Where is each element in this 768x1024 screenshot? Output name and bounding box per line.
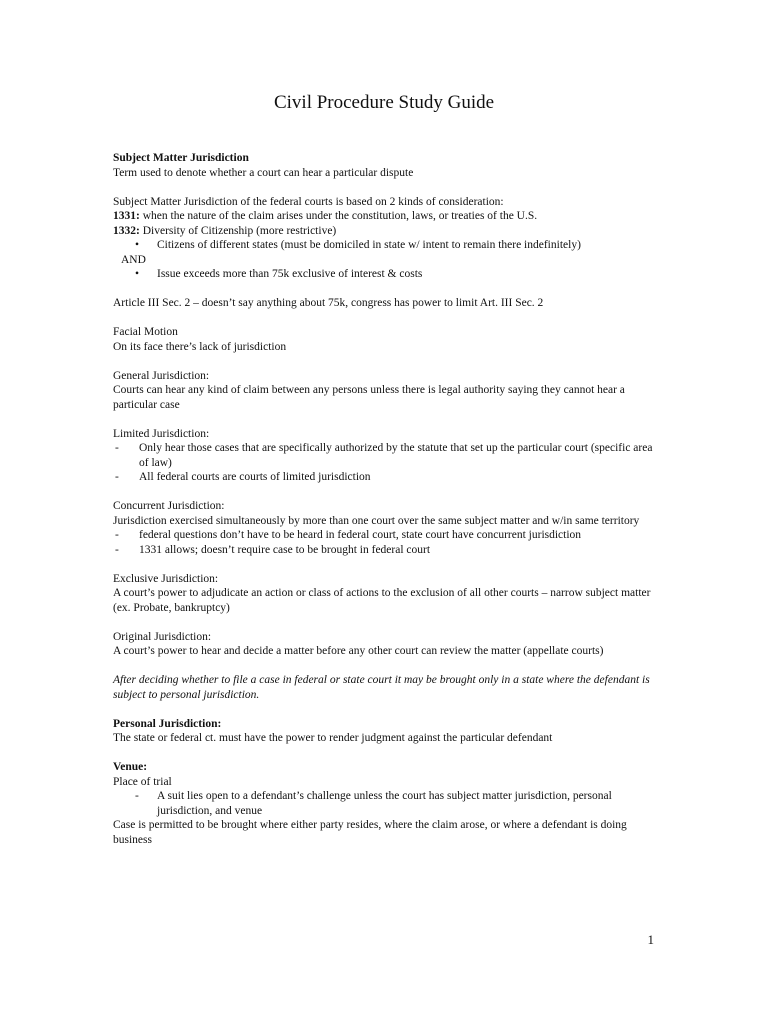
venue-text: Place of trial: [113, 775, 172, 788]
venue-list: [113, 789, 653, 818]
facial-motion-section: [113, 325, 653, 354]
general-jurisdiction-heading: General Jurisdiction:: [113, 369, 210, 382]
filing-note: After deciding whether to file a case in federal or state court it may be brought only in a state where the defendant is subject to personal jurisdiction.: [113, 674, 650, 701]
concurrent-jurisdiction-text: Jurisdiction exercised simultaneously by more than one court over the same subject matter and w/in same territory: [113, 514, 640, 527]
smj-1331: [113, 209, 653, 224]
bullet-icon: •: [135, 268, 140, 280]
original-jurisdiction-text: A court’s power to hear and decide a matter before any other court can review the matter (appellate courts): [113, 645, 604, 657]
list-item: [113, 441, 653, 470]
list-item-text: Only hear those cases that are specifically authorized by the statute that set up the particular court (specific area of law): [139, 442, 653, 469]
dash-icon: -: [115, 442, 119, 454]
general-jurisdiction-section: [113, 369, 653, 413]
list-item-text: Issue exceeds more than 75k exclusive of interest & costs: [157, 268, 423, 280]
dash-icon: -: [115, 529, 119, 541]
list-item-text: A suit lies open to a defendant’s challenge unless the court has subject matter jurisdiction, personal jurisdiction, and venue: [157, 790, 612, 817]
list-item-text: Citizens of different states (must be domiciled in state w/ intent to remain there indefinitely): [157, 239, 581, 251]
dash-icon: -: [135, 790, 139, 802]
exclusive-jurisdiction-heading: Exclusive Jurisdiction:: [113, 572, 219, 585]
limited-jurisdiction-list: [113, 441, 653, 485]
list-item-text: federal questions don’t have to be heard in federal court, state court have concurrent jurisdiction: [139, 529, 582, 541]
limited-jurisdiction-heading: Limited Jurisdiction:: [113, 427, 210, 440]
smj-definition: Term used to denote whether a court can hear a particular dispute: [113, 166, 414, 179]
list-item: [113, 789, 653, 818]
smj-bases: [113, 195, 653, 282]
list-item: [113, 543, 653, 558]
diversity-list-2: [113, 267, 653, 282]
original-jurisdiction-section: [113, 630, 653, 659]
list-item: [113, 470, 653, 485]
personal-jurisdiction-heading: Personal Jurisdiction:: [113, 717, 222, 730]
and-connector: AND: [121, 253, 146, 266]
dash-icon: -: [115, 543, 119, 556]
exclusive-jurisdiction-section: [113, 572, 653, 616]
diversity-list: [113, 238, 653, 253]
venue-text-2: Case is permitted to be brought where either party resides, where the claim arose, or where a defendant is doing business: [113, 819, 627, 846]
smj-section: [113, 151, 653, 180]
original-jurisdiction-heading: Original Jurisdiction:: [113, 630, 212, 643]
smj-1331-label: 1331:: [113, 210, 140, 222]
general-jurisdiction-text: Courts can hear any kind of claim between any persons unless there is legal authority saying they cannot hear a particular case: [113, 384, 625, 411]
smj-1332-label: 1332:: [113, 224, 140, 237]
list-item-text: All federal courts are courts of limited jurisdiction: [139, 471, 371, 483]
article-iii-note: Article III Sec. 2 – doesn’t say anything about 75k, congress has power to limit Art. III Sec. 2: [113, 297, 544, 309]
exclusive-jurisdiction-text: A court’s power to adjudicate an action or class of actions to the exclusion of all other courts – narrow subject matter (ex. Probate, bankruptcy): [113, 587, 651, 614]
list-item-text: 1331 allows; doesn’t require case to be brought in federal court: [139, 543, 431, 556]
concurrent-jurisdiction-heading: Concurrent Jurisdiction:: [113, 500, 225, 512]
concurrent-jurisdiction-section: [113, 499, 653, 557]
page-number: 1: [647, 932, 654, 947]
dash-icon: -: [115, 471, 119, 483]
concurrent-jurisdiction-list: [113, 528, 653, 557]
smj-1331-text: when the nature of the claim arises under the constitution, laws, or treaties of the U.S.: [139, 210, 538, 222]
list-item: [113, 267, 653, 282]
facial-motion-heading: Facial Motion: [113, 326, 178, 338]
bullet-icon: •: [135, 239, 140, 251]
smj-1332-text: Diversity of Citizenship (more restrictive): [139, 224, 337, 237]
venue-heading: Venue:: [113, 761, 148, 773]
personal-jurisdiction-section: [113, 717, 653, 746]
facial-motion-text: On its face there’s lack of jurisdiction: [113, 340, 287, 353]
limited-jurisdiction-section: [113, 427, 653, 485]
page-title: Civil Procedure Study Guide: [273, 92, 495, 113]
personal-jurisdiction-text: The state or federal ct. must have the power to render judgment against the particular defendant: [113, 732, 553, 744]
venue-section: [113, 760, 653, 847]
smj-1332: [113, 224, 653, 239]
list-item: [113, 238, 653, 253]
document-body: [113, 151, 653, 862]
smj-heading: Subject Matter Jurisdiction: [113, 152, 249, 164]
list-item: [113, 528, 653, 543]
smj-intro: Subject Matter Jurisdiction of the federal courts is based on 2 kinds of consideration:: [113, 195, 504, 208]
